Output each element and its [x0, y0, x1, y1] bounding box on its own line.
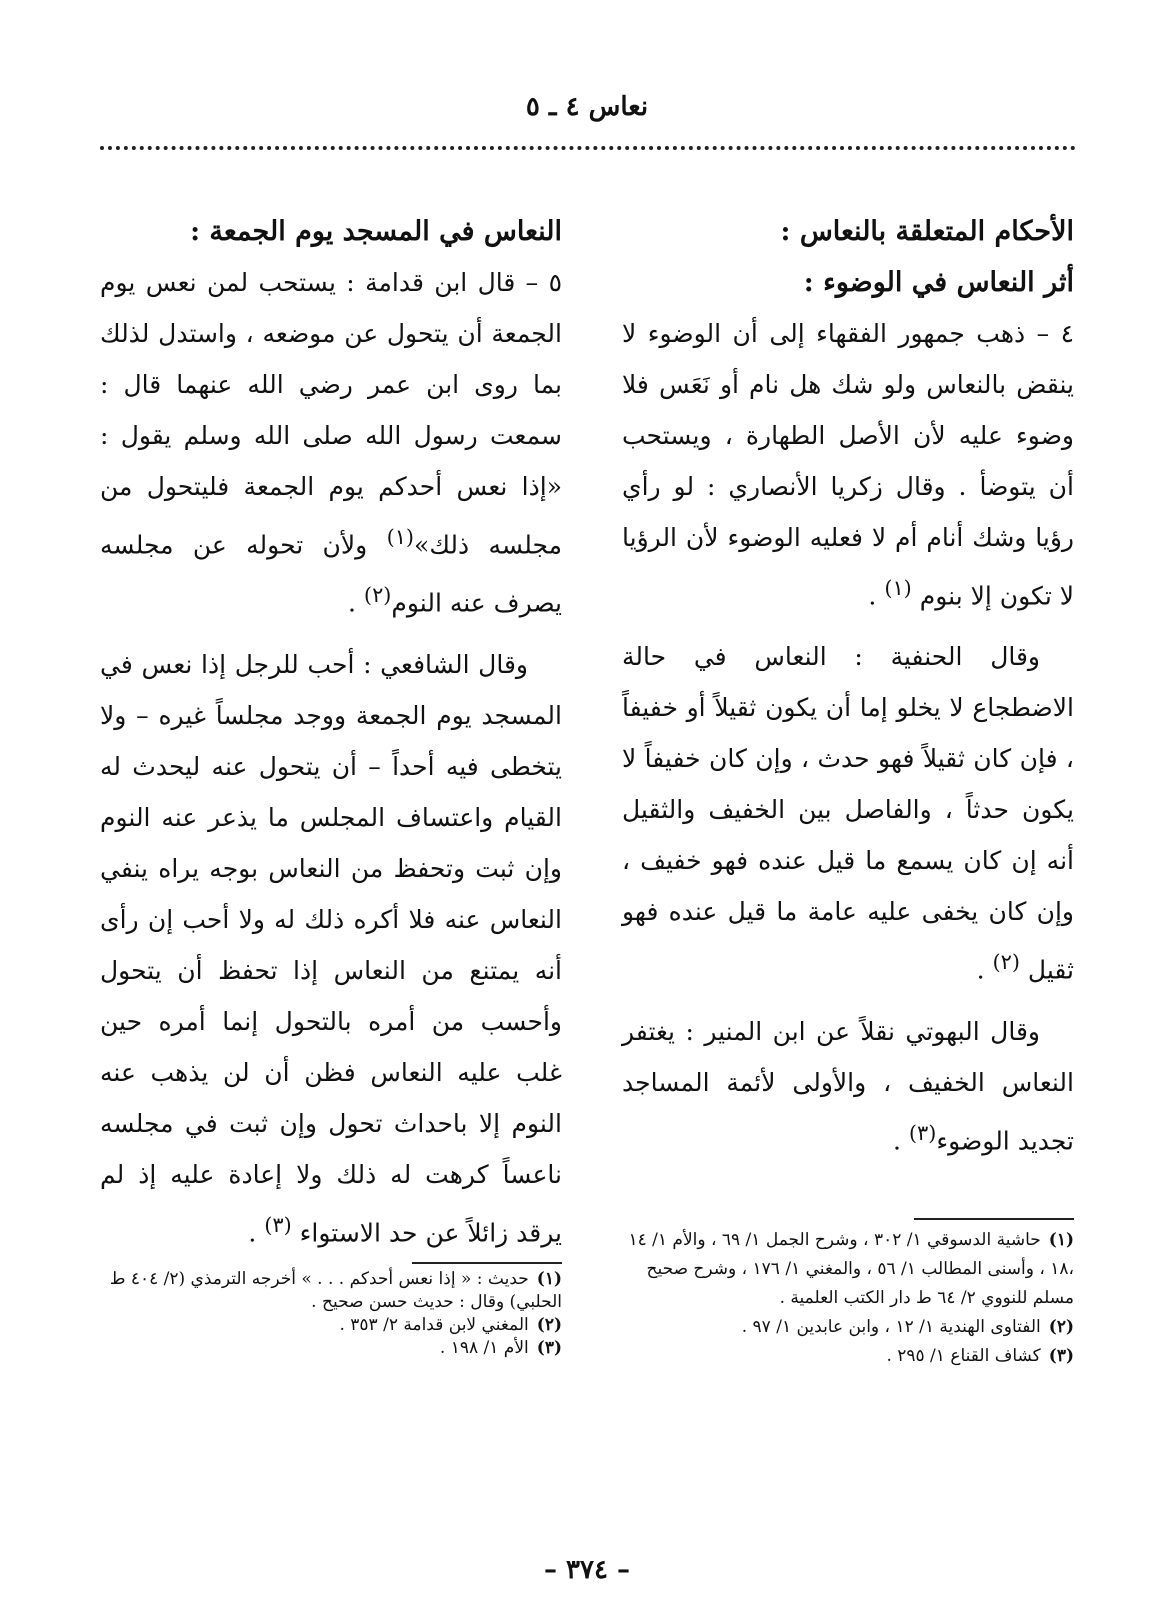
footnotes-left [100, 1268, 562, 1360]
header-dotted-divider [100, 146, 1076, 150]
footnotes-right [614, 1226, 1074, 1371]
section-heading-friday: النعاس في المسجد يوم الجمعة : [190, 216, 562, 247]
paragraph-shafii-text: وقال الشافعي : أحب للرجل إذا نعس في المسجد يوم الجمعة ووجد مجلساً غيره – ولا يتخطى فيه أحداً – أن يتحول عنه ليحدث له القيام واعتساف المجلس ما يذعر عنه النوم وإن ثبت وتحفظ من النعاس بوجه يراه ينفي النعاس عنه فلا أكره ذلك له ولا أحب إن رأى أنه يمتنع من النعاس إذا تحفظ أن يتحول وأحسب من أمره بالتحول إنما أمره حين غلب عليه النعاس فظن أن لن يذهب عنه النوم إلا باحداث تحول وإن ثبت في مجلسه ناعساً كرهت له ذلك ولا إعادة عليه إذ لم يرقد زائلاً عن حد الاستواء [100, 649, 563, 1247]
footnote-item: (١)حاشية الدسوقي ١/ ٣٠٢ ، وشرح الجمل ١/ ٦٩ ، والأم ١/ ١٤ ،١٨ ، وأسنى المطالب ١/ ٥٦ ، والمغني ١/ ١٧٦ ، وشرح صحيح مسلم للنووي ٢/ ٦٤ ط دار الكتب العلمية . [628, 1230, 1074, 1308]
paragraph-buhuti-text: وقال البهوتي نقلاً عن ابن المنير : يغتفر النعاس الخفيف ، والأولى لأئمة المساجد تجديد الوضوء [622, 1016, 1074, 1155]
footnote-divider-right [914, 1218, 1074, 1220]
paragraph-4-text: ٤ – ذهب جمهور الفقهاء إلى أن الوضوء لا ينقض بالنعاس ولو شك هل نام أو نَعَس فلا وضوء عليه لأن الأصل الطهارة ، ويستحب أن يتوضأ . وقال زكريا الأنصاري : لو رأي رؤيا وشك أنام أم لا فعليه الوضوء لأن الرؤيا لا تكون إلا بنوم [622, 319, 1074, 611]
paragraph-4: ٤ – ذهب جمهور الفقهاء إلى أن الوضوء لا ينقض بالنعاس ولو شك هل نام أو نَعَس فلا وضوء عليه لأن الأصل الطهارة ، ويستحب أن يتوضأ . وقال زكريا الأنصاري : لو رأي رؤيا وشك أنام أم لا فعليه الوضوء لأن الرؤيا لا تكون إلا بنوم $^{(١)}$ . [622, 319, 1074, 611]
footnote-ref: (٣) [908, 1120, 937, 1145]
footnote-item: (٣)الأم ١/ ١٩٨ . [439, 1338, 562, 1358]
paragraph-hanafi: وقال الحنفية : النعاس في حالة الاضطجاع لا يخلو إما أن يكون ثقيلاً أو خفيفاً ، فإن كان ثقيلاً فهو حدث ، وإن كان خفيفاً لا يكون حدثاً ، والفاصل بين الخفيف والثقيل أنه إن كان يسمع ما قيل عنده فهو خفيف ، وإن كان يخفى عليه عامة ما قيل عنده فهو ثقيل $^{(٢)}$ . [622, 642, 1074, 985]
left-column [100, 206, 562, 1268]
footnote-divider-left [412, 1262, 562, 1264]
paragraph-shafii: وقال الشافعي : أحب للرجل إذا نعس في المسجد يوم الجمعة ووجد مجلساً غيره – ولا يتخطى فيه أحداً – أن يتحول عنه ليحدث له القيام واعتساف المجلس ما يذعر عنه النوم وإن ثبت وتحفظ من النعاس بوجه يراه ينفي النعاس عنه فلا أكره ذلك له ولا أحب إن رأى أنه يمتنع من النعاس إذا تحفظ أن يتحول وأحسب من أمره بالتحول إنما أمره حين غلب عليه النعاس فظن أن لن يذهب عنه النوم إلا باحداث تحول وإن ثبت في مجلسه ناعساً كرهت له ذلك ولا إعادة عليه إذ لم يرقد زائلاً عن حد الاستواء $^{(٣)}$ . [100, 649, 563, 1247]
paragraph-hanafi-text: وقال الحنفية : النعاس في حالة الاضطجاع لا يخلو إما أن يكون ثقيلاً أو خفيفاً ، فإن كان ثقيلاً فهو حدث ، وإن كان خفيفاً لا يكون حدثاً ، والفاصل بين الخفيف والثقيل أنه إن كان يسمع ما قيل عنده فهو خفيف ، وإن كان يخفى عليه عامة ما قيل عنده فهو ثقيل [622, 642, 1074, 985]
paragraph-5-text: ٥ – قال ابن قدامة : يستحب لمن نعس يوم الجمعة أن يتحول عن موضعه ، واستدل لذلك بما روى ابن عمر رضي الله عنهما قال : سمعت رسول الله صلى الله وسلم يقول : «إذا نعس أحدكم يوم الجمعة فليتحول من مجلسه ذلك» [100, 268, 563, 560]
footnote-ref: (٣) [264, 1212, 292, 1237]
footnote-ref: (١) [884, 576, 912, 600]
footnote-ref: (١) [386, 525, 415, 549]
footnote-item: (٢)المغني لابن قدامة ٢/ ٣٥٣ . [339, 1315, 562, 1335]
footnote-item: (٣)كشاف القناع ١/ ٢٩٥ . [886, 1346, 1074, 1366]
footnote-ref: (٢) [992, 950, 1020, 975]
section-heading-rulings: الأحكام المتعلقة بالنعاس : [780, 216, 1074, 247]
page-number: – ٣٧٤ – [543, 1555, 631, 1585]
footnote-item: (٢)الفتاوى الهندية ١/ ١٢ ، وابن عابدين ١/ ٩٧ . [741, 1317, 1074, 1337]
footnote-item: (١)حديث : « إذا نعس أحدكم . . . » أخرجه الترمذي (٢/ ٤٠٤ ط الحلبي) وقال : حديث حسن صحيح . [109, 1269, 562, 1312]
paragraph-buhuti: وقال البهوتي نقلاً عن ابن المنير : يغتفر النعاس الخفيف ، والأولى لأئمة المساجد تجديد الوضوء$^{(٣)}$ . [622, 1016, 1074, 1155]
footnote-ref: (٢) [363, 583, 392, 608]
page-header-title: نعاس ٤ ـ ٥ [525, 92, 649, 122]
section-heading-ablution: أثر النعاس في الوضوء : [803, 267, 1074, 298]
right-column [622, 206, 1074, 1176]
paragraph-5: ٥ – قال ابن قدامة : يستحب لمن نعس يوم الجمعة أن يتحول عن موضعه ، واستدل لذلك بما روى ابن عمر رضي الله عنهما قال : سمعت رسول الله صلى الله وسلم يقول : «إذا نعس أحدكم يوم الجمعة فليتحول من مجلسه ذلك»$^{(١)}$ ولأن تحوله عن مجلسه يصرف عنه النوم$^{(٢)}$ . [100, 268, 563, 618]
